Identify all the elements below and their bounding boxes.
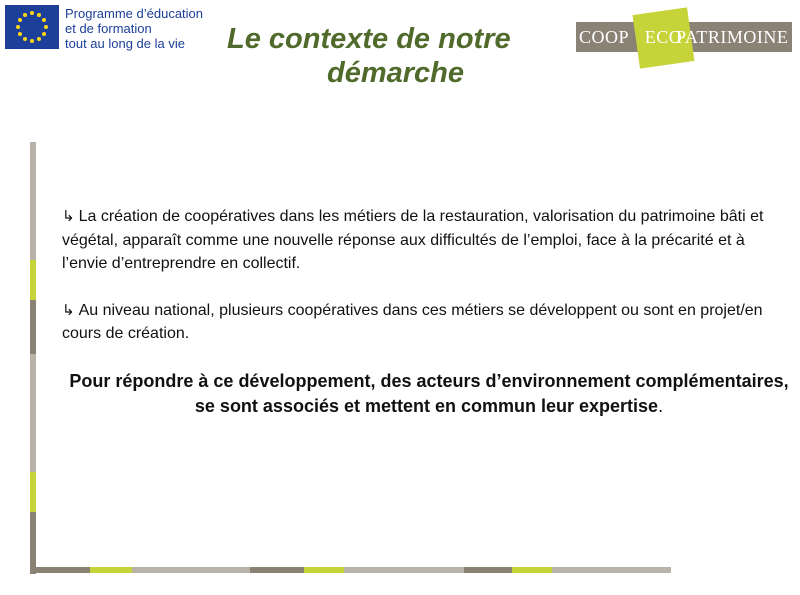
frame-segment	[30, 472, 36, 512]
frame-segment	[30, 567, 90, 573]
bullet-text: La création de coopératives dans les métiers de la restauration, valorisation du patrimoine bâti et végétal, apparaît comme une nouvelle réponse aux difficultés de l’emploi, face à la précarité et à l’envie d’entreprendre en collectif.	[62, 208, 764, 272]
frame-segment	[30, 142, 36, 260]
frame-segment	[30, 354, 36, 472]
bottom-frame-bar	[30, 567, 671, 573]
frame-segment	[304, 567, 344, 573]
coop-eco-patrimoine-logo	[576, 5, 792, 65]
logo-word-coop: COOP	[579, 27, 630, 47]
slide-title-line1: Le contexte de notre	[227, 23, 511, 55]
frame-segment	[552, 567, 671, 573]
left-frame-bar	[30, 142, 36, 574]
frame-segment	[30, 260, 36, 300]
frame-segment	[30, 300, 36, 354]
eu-text-line: Programme d’éducation	[65, 6, 204, 21]
frame-segment	[464, 567, 512, 573]
hook-arrow-icon: ↳	[62, 300, 75, 319]
frame-segment	[132, 567, 250, 573]
bullet-paragraph	[62, 205, 792, 276]
frame-segment	[90, 567, 132, 573]
frame-segment	[512, 567, 552, 573]
eu-programme-text	[65, 6, 203, 51]
slide-title-line2: démarche	[327, 57, 465, 89]
hook-arrow-icon: ↳	[62, 207, 75, 225]
logo-word-patrimoine: PATRIMOINE	[676, 27, 789, 47]
frame-segment	[30, 512, 36, 574]
slide-title	[200, 22, 560, 90]
conclusion-period: .	[658, 395, 664, 416]
logo-word-eco: ECO	[644, 27, 683, 47]
eu-text-line: tout au long de la vie	[65, 36, 185, 51]
bullet-text: Au niveau national, plusieurs coopératives dans ces métiers se développent ou sont en projet/en cours de création.	[62, 301, 763, 342]
eu-programme-logo	[5, 5, 203, 51]
bullet-paragraph	[62, 299, 792, 346]
eu-flag-icon	[5, 5, 59, 49]
eu-text-line: et de formation	[65, 21, 152, 36]
conclusion-text	[62, 369, 792, 419]
conclusion-bold: Pour répondre à ce développement, des acteurs d’environnement complémentaires, se sont associés et mettent en commun leur expertise	[69, 370, 789, 416]
slide-content	[62, 205, 792, 419]
frame-segment	[344, 567, 464, 573]
frame-segment	[250, 567, 304, 573]
